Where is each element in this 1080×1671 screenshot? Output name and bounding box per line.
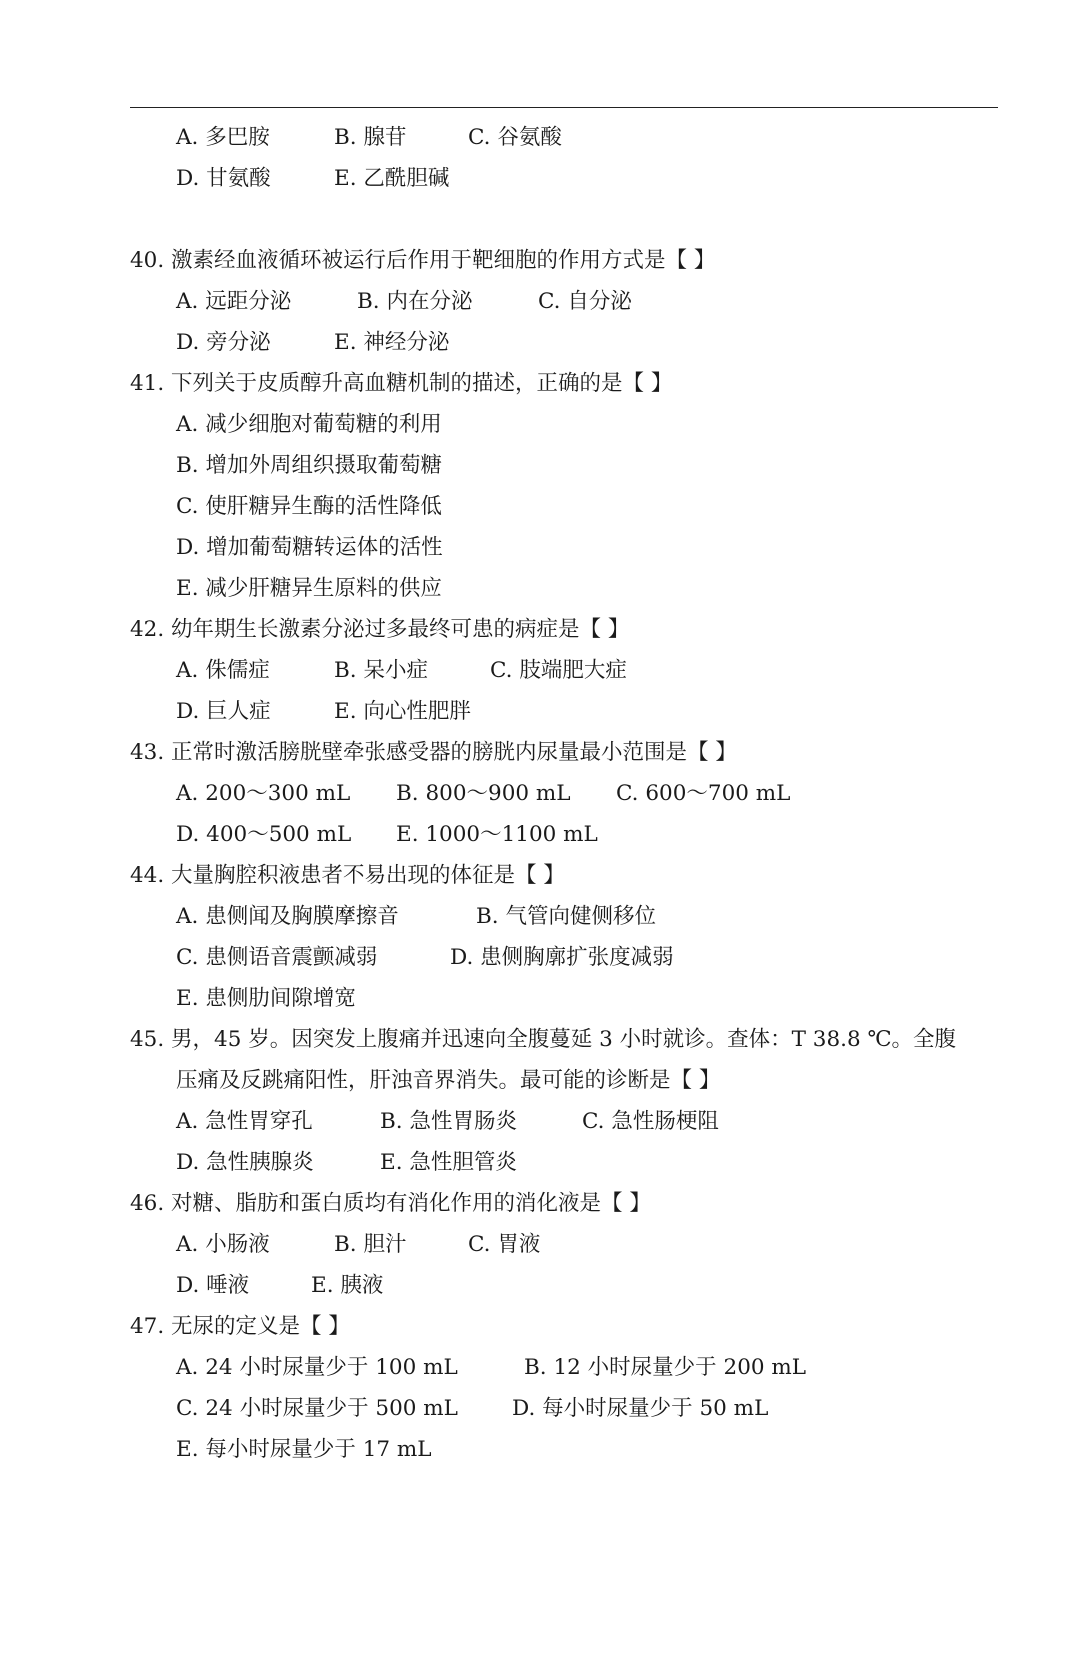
q42-option-a: A. 侏儒症	[176, 658, 270, 683]
q47-option-a: A. 24 小时尿量少于 100 mL	[176, 1355, 458, 1380]
q42-stem: 42. 幼年期生长激素分泌过多最终可患的病症是【 】	[130, 617, 630, 642]
q45-option-a: A. 急性胃穿孔	[176, 1109, 313, 1134]
q44-option-a: A. 患侧闻及胸膜摩擦音	[176, 904, 399, 929]
q41-option-c: C. 使肝糖异生酶的活性降低	[176, 494, 442, 519]
q41-option-a: A. 减少细胞对葡萄糖的利用	[176, 412, 442, 437]
q40-option-d: D. 旁分泌	[176, 330, 271, 355]
q46-stem: 46. 对糖、脂肪和蛋白质均有消化作用的消化液是【 】	[130, 1191, 651, 1216]
q45-option-d: D. 急性胰腺炎	[176, 1150, 314, 1175]
q47-option-e: E. 每小时尿量少于 17 mL	[176, 1437, 432, 1462]
q41-option-d: D. 增加葡萄糖转运体的活性	[176, 535, 443, 560]
q42-option-c: C. 肢端肥大症	[490, 658, 627, 683]
q44-option-c: C. 患侧语音震颤减弱	[176, 945, 378, 970]
q43-option-e: E. 1000～1100 mL	[396, 822, 598, 847]
q44-option-d: D. 患侧胸廓扩张度减弱	[450, 945, 674, 970]
q47-stem: 47. 无尿的定义是【 】	[130, 1314, 350, 1339]
q47-option-b: B. 12 小时尿量少于 200 mL	[524, 1355, 807, 1380]
q46-option-b: B. 胆汁	[334, 1232, 407, 1257]
q39-option-e: E. 乙酰胆碱	[334, 166, 450, 191]
q47-option-c: C. 24 小时尿量少于 500 mL	[176, 1396, 458, 1421]
q40-option-c: C. 自分泌	[538, 289, 632, 314]
q42-option-e: E. 向心性肥胖	[334, 699, 471, 724]
q41-stem: 41. 下列关于皮质醇升高血糖机制的描述，正确的是【 】	[130, 371, 673, 396]
q45-option-e: E. 急性胆管炎	[380, 1150, 517, 1175]
q46-option-c: C. 胃液	[468, 1232, 541, 1257]
q40-stem: 40. 激素经血液循环被运行后作用于靶细胞的作用方式是【 】	[130, 248, 716, 273]
q42-option-d: D. 巨人症	[176, 699, 271, 724]
q46-option-d: D. 唾液	[176, 1273, 250, 1298]
q45-stem-continued: 压痛及反跳痛阳性，肝浊音界消失。最可能的诊断是【 】	[176, 1068, 721, 1093]
q42-option-b: B. 呆小症	[334, 658, 428, 683]
q40-option-a: A. 远距分泌	[176, 289, 292, 314]
header-rule	[130, 107, 998, 108]
q40-option-e: E. 神经分泌	[334, 330, 450, 355]
q43-option-d: D. 400～500 mL	[176, 822, 352, 847]
q46-option-a: A. 小肠液	[176, 1232, 270, 1257]
q39-option-c: C. 谷氨酸	[468, 125, 562, 150]
q46-option-e: E. 胰液	[311, 1273, 384, 1298]
q44-option-e: E. 患侧肋间隙增宽	[176, 986, 356, 1011]
q45-stem: 45. 男，45 岁。因突发上腹痛并迅速向全腹蔓延 3 小时就诊。查体：T 38.8 ℃。全腹	[130, 1027, 957, 1052]
q39-option-b: B. 腺苷	[334, 125, 407, 150]
q39-option-d: D. 甘氨酸	[176, 166, 271, 191]
q39-option-a: A. 多巴胺	[176, 125, 270, 150]
q43-option-b: B. 800～900 mL	[396, 781, 571, 806]
q47-option-d: D. 每小时尿量少于 50 mL	[512, 1396, 769, 1421]
q43-option-c: C. 600～700 mL	[616, 781, 791, 806]
q41-option-b: B. 增加外周组织摄取葡萄糖	[176, 453, 442, 478]
q40-option-b: B. 内在分泌	[357, 289, 473, 314]
q43-option-a: A. 200～300 mL	[176, 781, 351, 806]
q44-stem: 44. 大量胸腔积液患者不易出现的体征是【 】	[130, 863, 565, 888]
q43-stem: 43. 正常时激活膀胱壁牵张感受器的膀胱内尿量最小范围是【 】	[130, 740, 737, 765]
q41-option-e: E. 减少肝糖异生原料的供应	[176, 576, 442, 601]
q44-option-b: B. 气管向健侧移位	[476, 904, 656, 929]
q45-option-c: C. 急性肠梗阻	[582, 1109, 719, 1134]
q45-option-b: B. 急性胃肠炎	[380, 1109, 517, 1134]
